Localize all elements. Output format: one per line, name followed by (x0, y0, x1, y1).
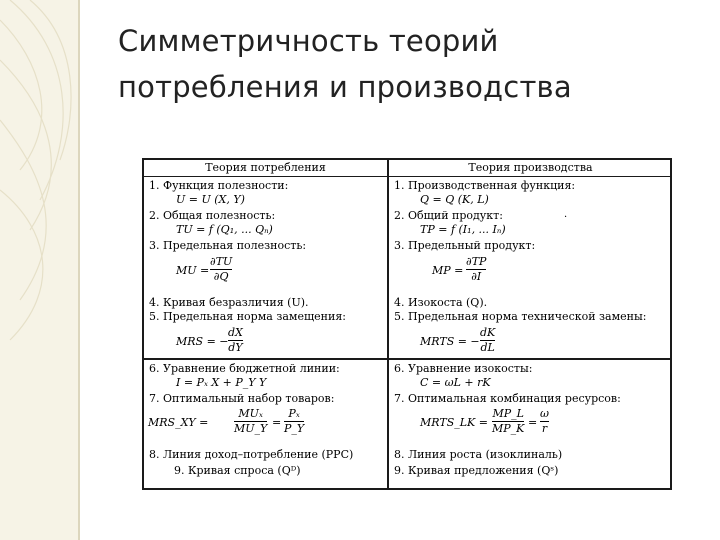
right-formula-7-lhs: MRTS_LK = (420, 416, 488, 429)
left-f7-denominator-1: MU_Y (234, 422, 268, 435)
right-item-6: 6. Уравнение изокосты: (394, 362, 533, 375)
right-f3-numerator: ∂TP (466, 255, 487, 268)
left-f3-numerator: ∂TU (210, 255, 233, 268)
right-f7-numerator-1: MP_L (492, 407, 524, 420)
left-item-5: 5. Предельная норма замещения: (149, 310, 346, 323)
right-item-5: 5. Предельная норма технической замены: (394, 310, 647, 323)
right-item-7: 7. Оптимальная комбинация ресурсов: (394, 392, 621, 405)
right-f5-numerator: dK (480, 326, 496, 339)
left-item-6: 6. Уравнение бюджетной линии: (149, 362, 340, 375)
right-formula-5-lhs: MRTS = − (420, 335, 480, 348)
left-f7-numerator-1: MUₓ (238, 407, 263, 420)
sidebar-divider (78, 0, 80, 540)
decorative-curves (0, 0, 78, 540)
left-f5-numerator: dX (228, 326, 243, 339)
right-formula-7-fraction-1 (492, 408, 524, 435)
right-formula-7-fraction-2 (540, 408, 549, 435)
slide-title (118, 18, 698, 110)
left-formula-7-fraction-2 (284, 408, 304, 435)
left-item-9: 9. Кривая спроса (Qᴰ) (174, 464, 301, 477)
left-formula-5-lhs: MRS = − (176, 335, 229, 348)
right-f7-denominator-1: MP_K (492, 422, 525, 435)
right-item-4: 4. Изокоста (Q). (394, 296, 488, 309)
left-f3-denominator: ∂Q (213, 270, 229, 283)
right-item-1: 1. Производственная функция: (394, 179, 576, 192)
left-item-2: 2. Общая полезность: (149, 209, 276, 222)
left-formula-1: U = U (X, Y) (176, 193, 245, 206)
left-item-4: 4. Кривая безразличия (U). (149, 296, 309, 309)
left-formula-5-fraction (228, 327, 243, 354)
stray-dot: · (564, 212, 568, 223)
right-formula-5-fraction (480, 327, 495, 354)
left-formula-7-lhs: MRS_XY = (148, 416, 209, 429)
right-formula-7-equals: = (528, 416, 538, 429)
right-f7-denominator-2: r (541, 422, 548, 435)
right-item-9: 9. Кривая предложения (Qˢ) (394, 464, 559, 477)
left-formula-3-lhs: MU = (176, 264, 210, 277)
title-line-1: Симметричность теорий (118, 24, 499, 58)
right-formula-3-fraction (466, 256, 486, 283)
right-item-8: 8. Линия роста (изоклиналь) (394, 448, 563, 461)
right-f7-numerator-2: ω (540, 407, 549, 420)
left-formula-7-equals: = (272, 416, 282, 429)
left-f7-numerator-2: Pₓ (288, 407, 300, 420)
right-formula-6: C = ωL + rK (420, 376, 491, 389)
decorative-sidebar (0, 0, 78, 540)
right-formula-1: Q = Q (K, L) (420, 193, 489, 206)
left-f7-denominator-2: P_Y (284, 422, 305, 435)
left-item-1: 1. Функция полезности: (149, 179, 289, 192)
left-formula-6: I = Pₓ X + P_Y Y (176, 376, 267, 389)
title-line-2: потребления и производства (118, 70, 572, 104)
header-consumption: Теория потребления (205, 161, 326, 174)
right-formula-3-lhs: MP = (432, 264, 464, 277)
left-formula-3-fraction (210, 256, 232, 283)
header-production: Теория производства (468, 161, 593, 174)
right-f5-denominator: dL (480, 341, 495, 354)
column-divider (387, 160, 389, 488)
left-item-7: 7. Оптимальный набор товаров: (149, 392, 335, 405)
right-item-2: 2. Общий продукт: (394, 209, 503, 222)
right-item-3: 3. Предельный продукт: (394, 239, 536, 252)
left-formula-7-fraction-1 (234, 408, 267, 435)
right-f3-denominator: ∂I (471, 270, 482, 283)
right-formula-2: TP = f (I₁, ... Iₙ) (420, 223, 506, 236)
left-item-3: 3. Предельная полезность: (149, 239, 307, 252)
left-item-8: 8. Линия доход–потребление (PPC) (149, 448, 354, 461)
section-divider (144, 358, 670, 360)
left-f5-denominator: dY (228, 341, 243, 354)
comparison-table (142, 158, 672, 490)
left-formula-2: TU = f (Q₁, ... Qₙ) (176, 223, 273, 236)
header-divider (144, 176, 670, 177)
